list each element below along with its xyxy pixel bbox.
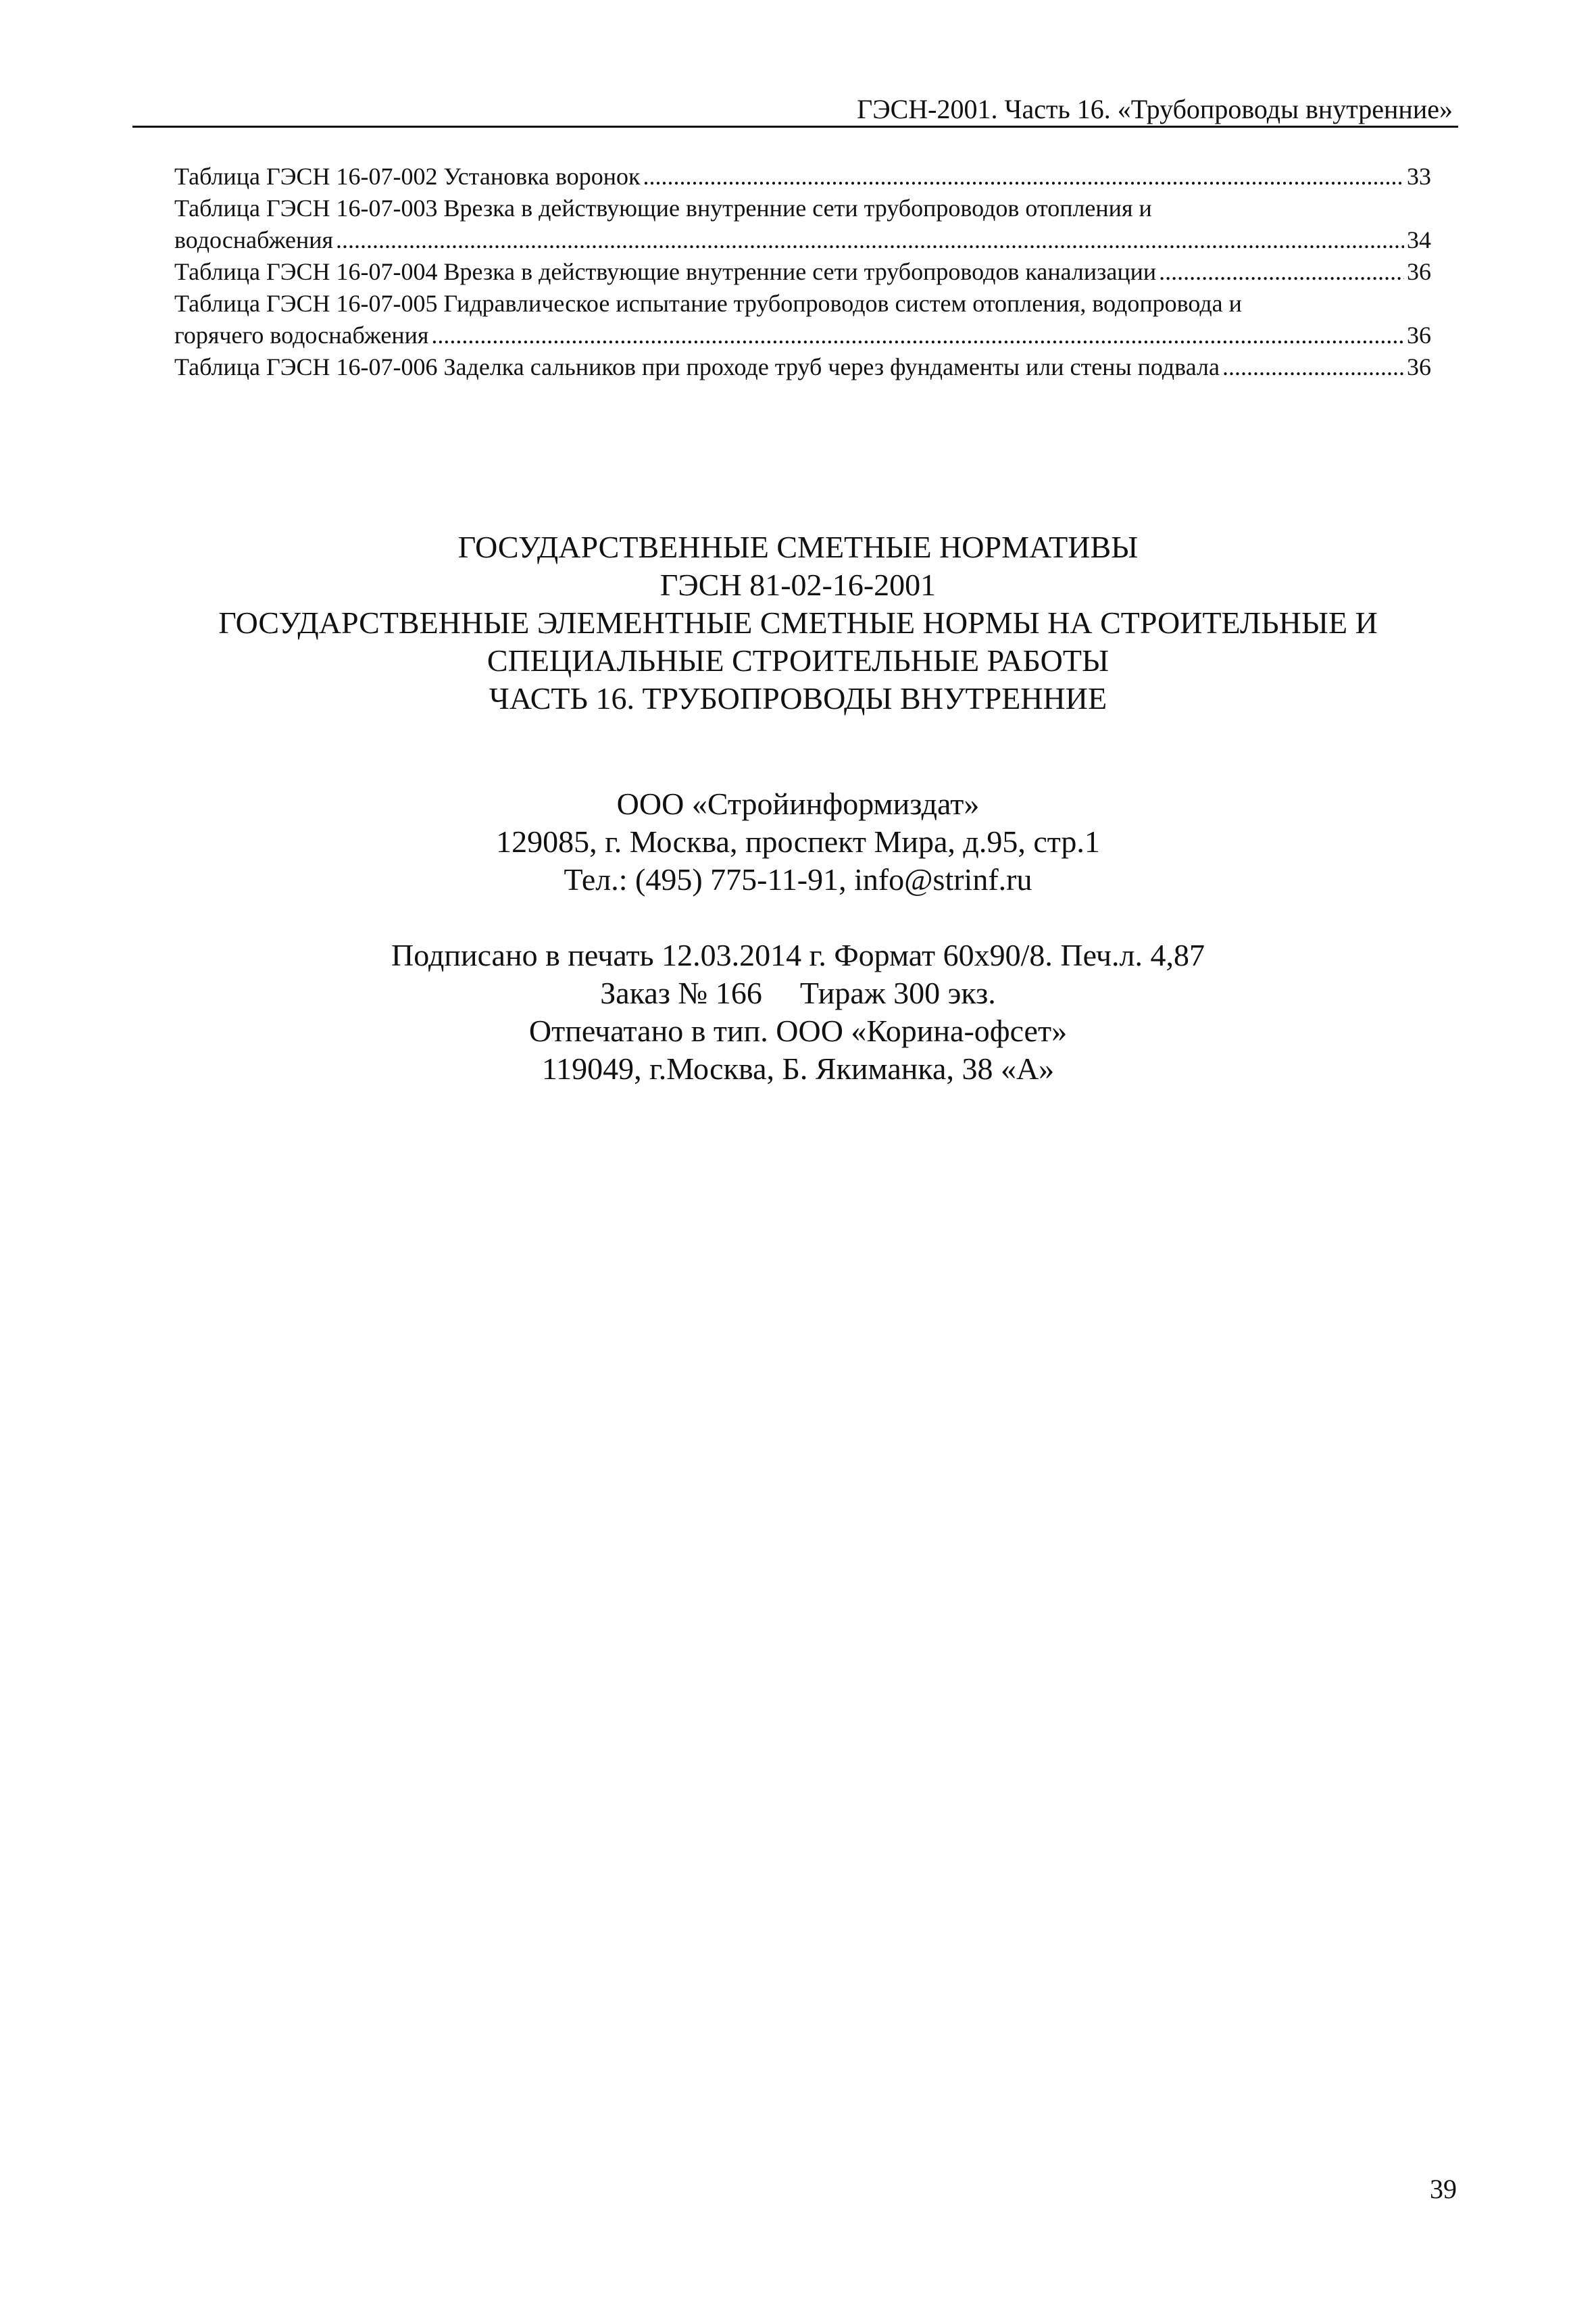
title-line-1: ГОСУДАРСТВЕННЫЕ СМЕТНЫЕ НОРМАТИВЫ	[457, 530, 1139, 564]
toc-dot-leader	[1159, 256, 1404, 288]
toc-entry	[174, 320, 1431, 351]
publisher-address: 129085, г. Москва, проспект Мира, д.95, стр.1	[496, 824, 1100, 859]
header-rule	[132, 126, 1458, 128]
imprint-printer-address: 119049, г.Москва, Б. Якиманка, 38 «А»	[541, 1051, 1055, 1086]
toc-entry	[174, 161, 1431, 193]
imprint-order-line	[122, 974, 1474, 1012]
imprint-order: Заказ № 166	[600, 976, 762, 1010]
toc-dot-leader	[643, 161, 1404, 193]
toc-entry-page: 36	[1407, 322, 1431, 349]
toc-entry-title: Таблица ГЭСН 16-07-006 Заделка сальников при проходе труб через фундаменты или стены подвала	[174, 353, 1220, 380]
toc-entry-page: 33	[1407, 163, 1431, 190]
toc-entry-title: Таблица ГЭСН 16-07-004 Врезка в действующие внутренние сети трубопроводов канализации	[174, 258, 1157, 285]
publisher-contacts: Тел.: (495) 775-11-91, info@strinf.ru	[564, 862, 1032, 897]
toc-entry-page: 34	[1407, 226, 1431, 253]
imprint-printed-at: Отпечатано в тип. ООО «Корина-офсет»	[528, 1014, 1068, 1048]
toc-entry-page: 36	[1407, 258, 1431, 285]
publisher-name: ООО «Стройинформиздат»	[616, 787, 980, 821]
running-header-title: ГЭСН-2001. Часть 16. «Трубопроводы внутренние»	[857, 94, 1453, 124]
imprint-circulation: Тираж 300 экз.	[799, 976, 996, 1010]
imprint-signed: Подписано в печать 12.03.2014 г. Формат 60х90/8. Печ.л. 4,87	[391, 938, 1205, 972]
toc-dot-leader	[431, 320, 1404, 351]
toc-entry	[174, 256, 1431, 288]
toc-dot-leader	[1222, 351, 1404, 383]
toc-dot-leader	[336, 224, 1404, 256]
title-line-3: ГОСУДАРСТВЕННЫЕ ЭЛЕМЕНТНЫЕ СМЕТНЫЕ НОРМЫ НА СТРОИТЕЛЬНЫЕ И	[218, 605, 1378, 640]
title-code: ГЭСН 81-02-16-2001	[659, 568, 937, 602]
title-part: ЧАСТЬ 16. ТРУБОПРОВОДЫ ВНУТРЕННИЕ	[489, 681, 1107, 716]
toc-entry-title: горячего водоснабжения	[174, 322, 429, 349]
toc-entry-title-line1: Таблица ГЭСН 16-07-005 Гидравлическое испытание трубопроводов систем отопления, водопровода и	[174, 290, 1242, 317]
toc-entry-title: Таблица ГЭСН 16-07-002 Установка воронок	[174, 163, 641, 190]
title-line-4: СПЕЦИАЛЬНЫЕ СТРОИТЕЛЬНЫЕ РАБОТЫ	[487, 643, 1109, 678]
toc-entry	[174, 224, 1431, 256]
toc-entry-page: 36	[1407, 353, 1431, 380]
table-of-contents	[174, 161, 1431, 383]
toc-entry-title-line1: Таблица ГЭСН 16-07-003 Врезка в действующие внутренние сети трубопроводов отопления и	[174, 195, 1152, 222]
toc-entry-title: водоснабжения	[174, 226, 334, 253]
publisher-info	[122, 785, 1474, 899]
toc-entry	[174, 351, 1431, 383]
imprint-info	[122, 937, 1474, 1088]
document-title-block	[122, 528, 1474, 718]
page-number: 39	[1430, 2174, 1457, 2204]
